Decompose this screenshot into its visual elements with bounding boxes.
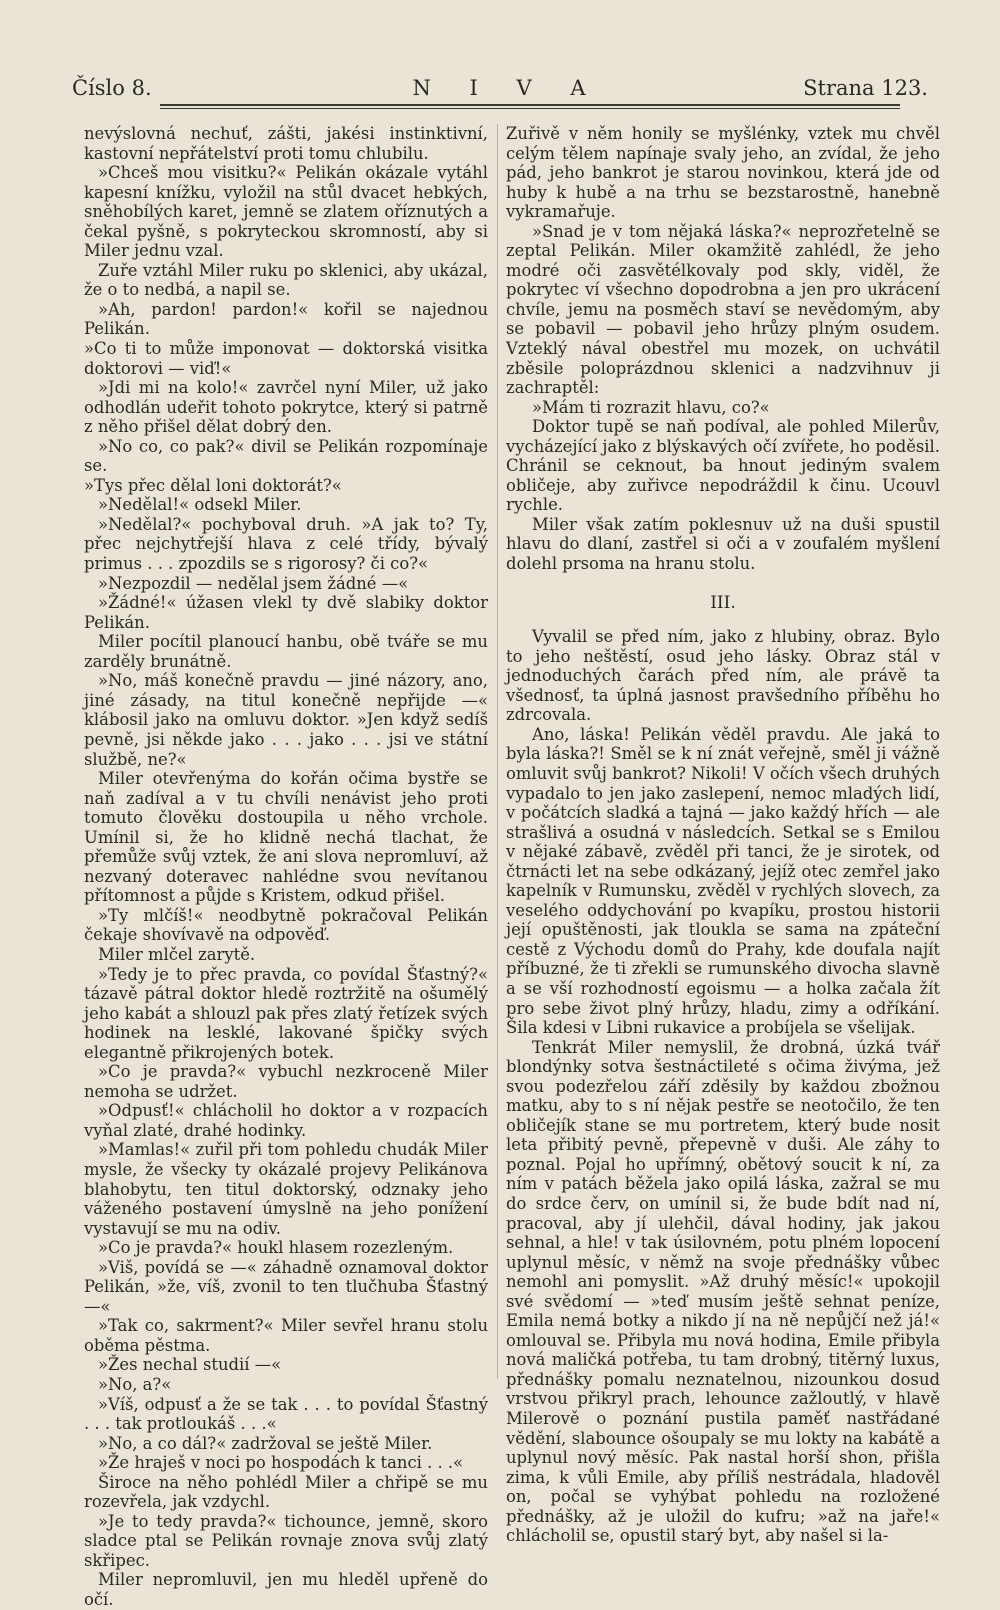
paragraph: »Že hraješ v noci po hospodách k tanci . . .« [98,1453,464,1473]
paragraph: »Viš, povídá se —« záhadně oznamoval doktor Pelikán, »že, víš, zvonil to ten tlučhuba Šťastný —« [84,1257,488,1316]
issue-number: Číslo 8. [72,76,152,100]
paragraph: Miler mlčel zarytě. [98,944,256,964]
paragraph: »No, a co dál?« zadržoval se ještě Miler. [98,1433,433,1453]
paragraph: »Víš, odpusť a že se tak . . . to povídal Šťastný . . . tak protloukáš . . .« [84,1394,488,1434]
paragraph: »Nedělal?« pochyboval druh. »A jak to? Ty, přec nejchytřejší hlava z celé třídy, bývalý primus . . . zpozdils se s rigorosy? či co?« [84,514,488,574]
paragraph: »Co ti to může imponovat — doktorská visitka doktorovi — viď!« [84,339,488,378]
paragraph: »No co, co pak?« divil se Pelikán rozpomínaje se. [84,436,488,476]
paragraph: »Žes nechal studií —« [98,1355,282,1375]
paragraph: Tenkrát Miler nemyslil, že drobná, úzká tvář blondýnky sotva šestnáctileté s očima živýma, jež svou podezřelou září zděsily by každou zbožnou matku, aby to s ní nějak pestře se neotočilo, že ten obličejík stane se mu portretem, který bude nosit leta přibitý pevně, přepevně v duši. Ale záhy to poznal. Pojal ho upřímný, obětový soucit k ní, za ním v patách běžela jako opilá láska, zažral se mu do srdce červ, on umínil si, že bude bdít nad ní, pracoval, aby jí ulehčil, dával hodiny, jak jakou sehnal, a hle! v tak úsilovném, potu plném lopocení uplynul měsíc, v němž na svoje přednášky vůbec nemohl ani pomyslit. »Až druhý měsíc!« upokojil své svědomí — »teď musím ještě sehnat peníze, Emila nemá botky a nikdo jí na ně nepůjčí než já!« omlouval se. Přibyla mu nová hodina, Emile přibyla nová maličká potřeba, tu tam drobný, titěrný luxus, přednášky pomalu neznatelnou, nizounkou dosud vrstvou přikryl prach, lehounce zažloutlý, v hlavě Milerově o poznání pustila paměť nastřádané vědění, slabounce ošoupaly se mu lokty na kabátě a uplynul nový měsíc. Pak nastal horší shon, přišla zima, k vůli Emile, aby příliš nestrádala, hladověl on, počal se vyhýbat pohledu na rozložené přednášky, až je uložil do kufru; »až na jaře!« chlácholil se, opustil starý byt, aby našel si la- [506,1037,940,1546]
paragraph: Široce na něho pohlédl Miler a chřipě se mu rozevřela, jak vzdychl. [84,1472,488,1512]
paragraph: »Tak co, sakrment?« Miler sevřel hranu stolu oběma pěstma. [84,1316,488,1355]
paragraph: »No, a?« [98,1375,172,1394]
paragraph: »Mamlas!« zuřil při tom pohledu chudák Miler mysle, že všecky ty okázalé projevy Pelikánova blahobytu, ten titul doktorský, odznaky jeho váženého postavení úmyslně na jeho ponížení vystavují se mu na odiv. [84,1140,488,1238]
header-rule [160,104,900,106]
paragraph: »Žádné!« úžasen vlekl ty dvě slabiky doktor Pelikán. [84,593,488,632]
paragraph: »Nezpozdil — nedělal jsem žádné —« [98,573,409,593]
paragraph: Miler pocítil planoucí hanbu, obě tváře se mu zarděly brunátně. [84,632,488,671]
paragraph: »Jdi mi na kolo!« zavrčel nyní Miler, už jako odhodlán udeřit tohoto pokrytce, který si patrně z něho přišel dělat dobrý den. [84,378,488,437]
paragraph: »Odpusť!« chlácholil ho doktor a v rozpacích vyňal zlaté, drahé hodinky. [84,1101,488,1140]
paragraph: Vyvalil se před ním, jako z hlubiny, obraz. Bylo to jeho neštěstí, osud jeho lásky. Obraz stál v jednoduchých čarách před ním, ale právě ta všednosť, ta úplná jasnost pravšedního příběhu ho zdrcovala. [506,627,940,725]
paragraph: Zuře vztáhl Miler ruku po sklenici, aby ukázal, že o to nedbá, a napil se. [84,260,488,300]
page-header [70,76,928,106]
paragraph: »Chceš mou visitku?« Pelikán okázale vytáhl kapesní knížku, vyložil na stůl dvacet hebkých, sněhobílých karet, jemně se zlatem oříznutých a čekal pyšně, s pokryteckou skromností, aby si Miler jednu vzal. [84,163,488,261]
paragraph: »Co je pravda?« houkl hlasem rozezleným. [98,1238,454,1258]
paragraph: »Ty mlčíš!« neodbytně pokračoval Pelikán čekaje shovívavě na odpověď. [84,905,488,945]
paragraph: »Tys přec dělal loni doktorát?« [84,475,342,495]
paragraph: nevýslovná nechuť, zášti, jakési instinktivní, kastovní nepřátelství proti tomu chlubilu. [84,124,488,163]
paragraph: »Co je pravda?« vybuchl nezkroceně Miler nemoha se udržet. [84,1062,488,1101]
right-column [506,124,940,1546]
paragraph: Miler však zatím poklesnuv už na duši spustil hlavu do dlaní, zastřel si oči a v zoufalém myšlení dolehl prsoma na hranu stolu. [506,514,940,574]
paragraph: »Ah, pardon! pardon!« kořil se najednou Pelikán. [84,299,488,339]
paragraph: Ano, láska! Pelikán věděl pravdu. Ale jaká to byla láska?! Směl se k ní znát veřejně, směl ji vážně omluvit svůj bankrot? Nikoli! V očích všech druhých vypadalo to jen jako zaslepení, nemoc mladých lidí, v počátcích sladká a tajná — jako každý hřích — ale strašlivá a osudná v následcích. Setkal se s Emilou v nějaké zábavě, zvěděl při tanci, že je sirotek, od čtrnácti let na sebe odkázaný, jejíž otec zemřel jako kapelník v Rumunsku, zvěděl v rychlých slovech, za veselého oddychování po kvapíku, prostou historii její opuštěnosti, jak tloukla se sama na zpáteční cestě z Východu domů do Prahy, kde doufala najít příbuzné, že ti zřekli se rumunského divocha slavně a se vší rozhodností egoismu — a holka začala žít pro sebe život plný hrůzy, hladu, zimy a odříkání. Šila kdesi v Libni rukavice a probíjela se všelijak. [506,724,940,1038]
header-rule-thin [160,108,900,109]
paragraph: »Snad je v tom nějaká láska?« neprozřetelně se zeptal Pelikán. Miler okamžitě zahlédl, že jeho modré oči zasvětélkovaly pod skly, viděl, že pokrytec ví všechno dopodrobna a jen pro ukrácení chvíle, jemu na posměch staví se nevědomým, aby se pobavil — pobavil jeho hrůzy plným osudem. Vzteklý nával obestřel mu mozek, on uchvátil zběsile poloprázdnou sklenici a nadzvihnuv ji zachraptěl: [506,221,940,398]
paragraph: Doktor tupě se naň podíval, ale pohled Milerův, vycházející jako z blýskavých očí zvířete, ho poděsil. Chránil se ceknout, ba hnout jediným svalem obličeje, aby zuřivce nepodráždil k činu. Ucouvl rychle. [506,417,940,515]
paragraph: »Tedy je to přec pravda, co povídal Šťastný?« tázavě pátral doktor hledě roztržitě na ošumělý jeho kabát a shlouzl pak přes zlatý řetízek svých hodinek na lesklé, lakované špičky svých elegantně přikrojených botek. [84,964,488,1062]
section-heading: III. [710,592,736,613]
left-column [84,124,488,1610]
paragraph: Zuřivě v něm honily se myšlénky, vztek mu chvěl celým tělem napínaje svaly jeho, an zvídal, že jeho pád, jeho bankrot je starou novinkou, která jde od huby k hubě a na trhu se bezstarostně, hanebně vykramařuje. [506,124,940,222]
paragraph: »Mám ti rozrazit hlavu, co?« [532,397,770,417]
journal-title: N I V A [412,76,602,100]
paragraph: Miler otevřenýma do kořán očima bystře se naň zadíval a v tu chvíli nenávist jeho proti tomuto člověku dostoupila u něho vrchole. Umínil si, že ho klidně nechá tlachat, že přemůže svůj vztek, že ani slova nepromluví, až nezvaný doteravec nahlédne svou nevítanou přítomnost a půjde s Kristem, odkud přišel. [84,769,488,906]
paragraph: »Nedělal!« odsekl Miler. [98,495,302,515]
page-number: Strana 123. [803,76,928,100]
paragraph: »Je to tedy pravda?« tichounce, jemně, skoro sladce ptal se Pelikán rovnaje znova svůj zlatý skřipec. [84,1511,488,1570]
column-divider [497,124,498,1379]
paragraph: »No, máš konečně pravdu — jiné názory, ano, jiné zásady, na titul konečně nepřijde —« klábosil jako na omluvu doktor. »Jen když sedíš pevně, jsi někde jako . . . jako . . . jsi ve státní službě, ne?« [84,671,488,769]
paragraph: Miler nepromluvil, jen mu hleděl upřeně do očí. [84,1570,488,1610]
